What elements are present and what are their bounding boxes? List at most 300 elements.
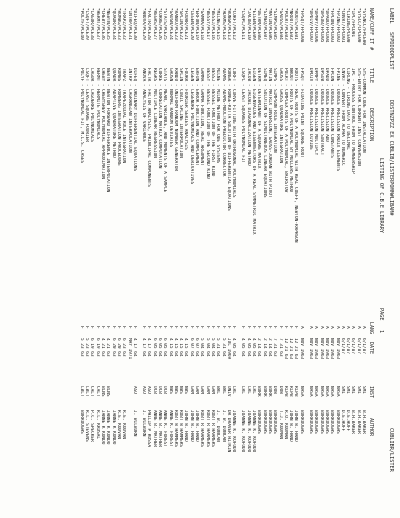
entry-author: ROBT W HAMMERS — [172, 410, 178, 448]
entry-name: *CNVRT/FPCD01 — [339, 8, 345, 43]
entry-title: DPADD - DOUBLE PRECISION ADD — [323, 68, 329, 143]
table-row — [318, 8, 323, 508]
entry-lang: F — [183, 326, 189, 329]
file-reference: DDSTNZPZZ EX CUBLIB/LISTERPOMM#LIBAM# — [388, 100, 394, 216]
table-row — [245, 8, 250, 508]
entry-name: *REGRS/PCE27 — [151, 8, 157, 40]
entry-date: 4 05 64 — [240, 338, 246, 357]
page-number: 1 — [378, 330, 384, 334]
report-header — [380, 8, 394, 508]
entry-inst: LBLT — [78, 386, 84, 397]
entry-date: 4 05 64 — [245, 338, 251, 357]
entry-date: MAY 1971 — [126, 338, 132, 360]
entry-author: D.E.HUFF — [345, 410, 351, 432]
entry-title: DETRM - DETERMINANT OF A SQUARE MATRIX — [256, 68, 262, 169]
entry-date: 12 21 63 — [288, 338, 294, 360]
entry-title: ADAMS - ADAMS-MOULTON PREDICTOR CORRECTOR — [220, 68, 226, 177]
entry-lang: F — [89, 326, 95, 329]
table-row — [298, 8, 303, 508]
entry-name: *BESSJ/PCE16 — [209, 8, 215, 40]
table-row — [345, 8, 350, 508]
entry-lang: A — [361, 326, 366, 329]
table-row — [361, 8, 366, 508]
entry-name: *RUNGK/PCE13 — [225, 8, 231, 40]
entry-author: BURROUGHS — [323, 410, 329, 434]
entry-author: JOANNE K. KOFUDO — [251, 410, 257, 453]
entry-author: J. W. DUNCAN — [215, 410, 221, 442]
entry-author: BURROUGHS — [256, 410, 262, 434]
table-row — [189, 8, 194, 508]
entry-title: NROOT - ROOTS OF A POLYNOMIAL BY MULLERS METHOD — [288, 68, 294, 193]
entry-date: 6 07 64 — [194, 338, 200, 357]
entry-name: *LEGEN/PCE20 — [188, 8, 194, 40]
entry-title: FPCON - DOUBLE PRECISION CONSTANTS — [329, 68, 335, 158]
entry-date: 2 14 64 — [261, 338, 267, 357]
entry-lang: F — [167, 326, 173, 329]
entry-name: *MILNE/PCE15 — [215, 8, 221, 40]
entry-name: *SYSCC/CPCE00 — [355, 8, 361, 43]
entry-date: NOV 1963 — [329, 338, 335, 360]
entry-title: SPLIN - CUBIC SPLINE INTERPOLATION — [178, 68, 184, 158]
entry-author: J. WILBURN — [131, 410, 137, 437]
table-row — [251, 8, 256, 508]
entry-lang: F — [115, 326, 121, 329]
table-row — [226, 8, 231, 508]
entry-lang: F — [94, 326, 100, 329]
entry-lang: F — [293, 326, 299, 329]
entry-title: GAMMA - GAMMA FUNCTION, REAL ARGUMENT — [199, 68, 205, 166]
entry-inst: NASA — [318, 386, 324, 397]
entry-name: *ROOTS/PCE01 — [293, 8, 299, 40]
entry-inst: DOW — [272, 386, 278, 394]
entry-author: BURROUGHS — [308, 410, 314, 434]
entry-date: 6 20 63 — [115, 338, 121, 357]
entry-title: JACOB - JACOBI DIAGONALIZATION METHOD — [245, 68, 251, 166]
table-row — [183, 8, 188, 508]
entry-inst: ASU — [131, 386, 137, 394]
entry-inst: NASA — [313, 386, 319, 397]
entry-inst: NBS — [172, 386, 178, 394]
entry-inst: GAM — [199, 386, 205, 394]
entry-author: R.L. STEVENS — [84, 410, 90, 442]
table-row — [261, 8, 266, 508]
table-row — [350, 8, 355, 508]
col-inst: INST — [368, 386, 374, 399]
entry-date: 6 05 64 — [151, 338, 157, 357]
entry-author: JOANNE K. KOFUDO — [240, 410, 246, 453]
entry-inst: UNIV — [225, 386, 231, 397]
entry-date: 2 14 64 — [266, 338, 272, 357]
entry-title: CORRE - CORRELATION MATRIX COMPUTATION — [157, 68, 163, 169]
table-row — [204, 8, 209, 508]
entry-date: 7 31 63 — [272, 338, 278, 357]
entry-title: BESSJ - BESSEL FUNCTION OF THE FIRST KIND — [209, 68, 215, 177]
entry-title: GAUSN - NORMAL RANDOM DEVIATES — [167, 68, 173, 148]
entry-author: ANNE K. FOREST — [167, 410, 173, 448]
entry-name: *IPC/FPCD01 — [350, 8, 356, 38]
entry-author: JOHN W. HAND — [288, 410, 294, 442]
entry-name: *ANOVA/PCE29 — [141, 8, 147, 40]
entry-name: *CIRLNG/PCE00 — [345, 8, 351, 43]
entry-title: ROOTS - REAL ROOTS OF A POLYNOMIAL WITH REAL COEFF, NEWTON-RAPHSON — [293, 68, 299, 243]
entry-title: EIGEN - EIGENVALUES AND EIGENVECTORS OF A REAL SYMMETRIC MATRIX — [251, 68, 257, 235]
entry-lang: F — [121, 326, 127, 329]
entry-lang: F — [204, 326, 210, 329]
table-row — [121, 8, 126, 508]
entry-lang: A — [350, 326, 356, 329]
entry-author: JOANNE K. KOFUDO — [231, 410, 237, 453]
entry-date: 4 17 64 — [141, 338, 147, 357]
entry-date: 6/1/87 — [345, 338, 351, 354]
entry-lang: F — [209, 326, 215, 329]
entry-inst: UCB — [162, 386, 168, 394]
entry-author: JANNE K KONDO — [100, 410, 106, 445]
entry-inst: LRL — [231, 386, 237, 394]
entry-inst: BURR — [266, 386, 272, 397]
table-row — [334, 8, 339, 508]
entry-date: 6 05 64 — [157, 338, 163, 357]
entry-date: 6 05 64 — [162, 338, 168, 357]
entry-name: *QUADR/PCE34 — [110, 8, 116, 40]
entry-date: NOV 1963 — [308, 338, 314, 360]
page-label: PAGE — [378, 308, 384, 321]
table-row — [210, 8, 215, 508]
table-row — [151, 8, 156, 508]
entry-lang: F — [194, 326, 200, 329]
entry-lang: F — [266, 326, 272, 329]
entry-name: *POLRT/PCE03 — [282, 8, 288, 40]
entry-author: R.E. KODVAN — [121, 410, 127, 440]
entry-lang: F — [215, 326, 221, 329]
entry-title: INTRP - LAGRANGIAN INTERPOLATION — [126, 68, 132, 153]
entry-lang: F — [261, 326, 267, 329]
entry-lang: F — [126, 326, 132, 329]
col-date: DATE — [368, 342, 374, 355]
entry-lang: F — [105, 326, 111, 329]
entry-author: ANNE K. FOREST — [162, 410, 168, 448]
entry-date: 12 21 63 — [282, 338, 288, 360]
entry-date: 6/1/87 — [339, 338, 345, 354]
entry-title: ROMBG - ROMBERG INTEGRATION PROCEDURE — [115, 68, 121, 166]
entry-inst: SMI — [350, 386, 356, 394]
entry-date: 6 19 63 — [94, 338, 100, 357]
entry-lang: F — [225, 326, 231, 329]
table-row — [324, 8, 329, 508]
table-row — [308, 8, 313, 508]
entry-inst: CALT — [94, 386, 100, 397]
table-row — [340, 8, 345, 508]
entry-author: P.C. SPECKER — [89, 410, 95, 442]
entry-inst: GAM — [188, 386, 194, 394]
table-row — [167, 8, 172, 508]
table-row — [173, 8, 178, 508]
entry-inst: CALT — [89, 386, 95, 397]
entry-name: *FPSQT/FPCD08 — [298, 8, 304, 43]
entry-inst: UCB — [151, 386, 157, 394]
entry-author: JOHN W. HAND — [293, 410, 299, 442]
entry-name: *LAGUR/PCE38 — [89, 8, 95, 40]
entry-title: SYS-COMMON CODE FOR INSTALLATION — [361, 68, 366, 153]
entry-name: *SIMPS/PCE05 — [272, 8, 278, 40]
entry-name: *DPDIV/FPCD07 — [308, 8, 314, 43]
entry-title: FPSQT - FLOATING POINT SQUARE ROOT — [298, 68, 304, 158]
entry-title: HERMT - HERMITE POLYNOMIALS — [94, 68, 100, 140]
entry-title: NEWTN - NEWTON FORWARD DIFFERENCE INTERPOLATION — [105, 68, 111, 193]
entry-date: NOV 1963 — [323, 338, 329, 360]
entry-author: T.J. KODMAN — [277, 410, 283, 440]
entry-author: BURROUGHS — [261, 410, 267, 434]
entry-name: *SPLIN/PCE22 — [178, 8, 184, 40]
entry-author: JOHN W. HAND — [194, 410, 200, 442]
entry-lang: A — [298, 326, 304, 329]
entry-name: *DETRM/PCE08 — [256, 8, 262, 40]
table-row — [288, 8, 293, 508]
entry-date: 4 15 64 — [178, 338, 184, 357]
entry-name: *CURFT/PCE12 — [231, 8, 237, 40]
entry-title: CIRLNG - CIRLNG DATA TO DECIMAL — [345, 68, 351, 150]
entry-date: 6/1/87 — [361, 338, 366, 354]
entry-title: POLYF - POLYNOMIAL FIT, M.L.S. CASES — [78, 68, 84, 164]
entry-name: *DIFEQ/PCE30 — [131, 8, 137, 40]
listing-title: LISTING OF C.B.E LIBRARY — [378, 158, 384, 233]
table-row — [283, 8, 288, 508]
entry-inst: NASA — [308, 386, 314, 397]
entry-name: *DPADD/FPCD04 — [323, 8, 329, 43]
entry-author: B.H.BAKER — [355, 410, 361, 434]
entry-lang: A — [345, 326, 351, 329]
entry-inst: RLPB — [282, 386, 288, 397]
entry-title: BESSY - BESSEL FUNCTION OF THE SECOND KIND — [204, 68, 210, 180]
entry-title: REGRS - MULTIPLE LINEAR REGRESSION — [151, 68, 157, 158]
entry-date: 12 21 63 — [293, 338, 299, 360]
entry-author: R.E. KODVAN — [115, 410, 121, 440]
table-row — [105, 8, 110, 508]
entry-inst: LRL — [245, 386, 251, 394]
entry-name: *DPMPY/FPCD06 — [313, 8, 319, 43]
entry-date: 4 21 63 — [100, 338, 106, 357]
entry-title: LEGEN - LEGENDRE POLYNOMIALS AND DERIVATIVES — [188, 68, 194, 185]
entry-title: CNVRT - CONVERT FROM ALPHA TO NUMERIC — [339, 68, 345, 166]
entry-inst: RLPB — [293, 386, 299, 397]
entry-name: *BESSY/PCE17 — [204, 8, 210, 40]
entry-name: *FPCON/FPCD03 — [329, 8, 335, 43]
entry-title: TRAPZ - TRAPEZOIDAL RULE INTEGRATION — [121, 68, 127, 164]
entry-author: BURROUGHS — [272, 410, 278, 434]
table-row — [146, 8, 151, 508]
entry-title: DPSUB - DOUBLE PRECISION SUBTRACT — [318, 68, 324, 156]
entry-lang: F — [157, 326, 163, 329]
entry-date: 4 05 64 — [251, 338, 257, 357]
entry-title: DPMPY - DOUBLE PRECISION MULTIPLY — [313, 68, 319, 156]
entry-author: ROBT R HAAMERS — [199, 410, 205, 448]
entry-title: MATIN - MATRIX INVERSION, GAUSS-JORDAN WITH PIVOT — [266, 68, 272, 198]
table-row — [162, 8, 167, 508]
entry-date: 5 23 63 — [78, 338, 84, 357]
entry-lang: A — [355, 326, 361, 329]
entry-lang: A — [313, 326, 319, 329]
entry-title: ERFUN - ERROR FUNCTION AND COMPLEMENT — [194, 68, 200, 166]
entry-author: R.O. KODMAN — [282, 410, 288, 440]
entry-lang: F — [162, 326, 168, 329]
col-title: TITLE — [368, 68, 374, 84]
entry-inst: GAM — [204, 386, 210, 394]
entry-title: MILNE - MILNE METHOD FOR ODE SYSTEMS — [215, 68, 221, 164]
entry-inst: SMI — [339, 386, 345, 394]
entry-name: *GAMMA/PCE18 — [199, 8, 205, 40]
entry-title: LAGUR - LAGUERRE POLYNOMIALS — [89, 68, 95, 143]
entry-name: *GAUSN/PCE24 — [167, 8, 173, 40]
table-row — [272, 8, 277, 508]
table-row — [199, 8, 204, 508]
entry-name: *JACOB/PCE10 — [245, 8, 251, 40]
entry-inst: LBLT — [84, 386, 90, 397]
entry-lang: F — [256, 326, 262, 329]
entry-lang: F — [199, 326, 205, 329]
table-row — [157, 8, 162, 508]
table-row — [110, 8, 115, 508]
entry-inst: BRL — [220, 386, 226, 394]
entry-inst: NASA — [323, 386, 329, 397]
entry-inst: UCB — [157, 386, 163, 394]
entry-lang: F — [188, 326, 194, 329]
col-author: AUTHOR — [368, 418, 374, 437]
table-row — [355, 8, 360, 508]
table-row — [215, 8, 220, 508]
table-row — [116, 8, 121, 508]
col-name: NAME/CUFF IT # — [368, 8, 374, 51]
entry-title: STATS - MEAN, VARIANCE, AND MOMENTS OF A SAMPLE — [162, 68, 168, 193]
entry-author: B.H.BAKER — [350, 410, 356, 434]
entry-title: POLRT - COMPLEX ROOTS OF A POLYNOMIAL, BAIRSTOW — [282, 68, 288, 193]
entry-title: SIMEQ - SOLUTION OF SIMULTANEOUS LINEAR EQUATIONS — [261, 68, 267, 198]
entry-date: 6 19 63 — [89, 338, 95, 357]
col-lang: LANG — [368, 322, 374, 335]
entry-title: RANDU - UNIFORM RANDOM NUMBER GENERATOR — [172, 68, 178, 172]
table-row — [240, 8, 245, 508]
entry-name: *HERMT/PCE37 — [94, 8, 100, 40]
entry-date: 6/1/87 — [350, 338, 356, 354]
entry-inst: LRL — [240, 386, 246, 394]
entry-lang: A — [308, 326, 314, 329]
entry-date: 5 04 64 — [199, 338, 205, 357]
entry-inst: NBS — [167, 386, 173, 394]
table-row — [194, 8, 199, 508]
entry-lang: F — [272, 326, 278, 329]
entry-inst: BLNS — [105, 386, 111, 397]
entry-author: ANNE B. MATHER — [157, 410, 163, 448]
entry-title: DIFEQ - ORDINARY DIFFERENTIAL EQUATIONS — [131, 68, 137, 172]
entry-lang: F — [146, 326, 152, 329]
table-row — [220, 8, 225, 508]
entry-name: *MATIN/PCE06 — [266, 8, 272, 40]
entry-name: *ERFUN/PCE19 — [194, 8, 200, 40]
entry-author: JOHN W. HAND — [188, 410, 194, 442]
entry-title: CURFT - CURVE FITTING WITH ORTHOGONAL POLYNOMIALS — [231, 68, 237, 198]
entry-date: 5 31 64 — [220, 338, 226, 357]
entry-date: 5 23 63 — [84, 338, 90, 357]
entry-lang: F — [231, 326, 237, 329]
entry-name: *TRAPZ/PCE32 — [121, 8, 127, 40]
entry-name: *RANDU/PCE23 — [172, 8, 178, 40]
entry-lang: F — [277, 326, 283, 329]
entry-date: 5 04 64 — [209, 338, 215, 357]
entry-title: LSQPL - LEAST SQUARES POLYNOMIAL FIT — [240, 68, 246, 164]
entry-title: QUADR - ADAPTIVE QUADRATURE METHOD — [110, 68, 116, 158]
entry-name: *SYSNCC/FPCE00 — [361, 8, 366, 46]
entry-date: 6 23 63 — [121, 338, 127, 357]
entry-inst: NBS — [178, 386, 184, 394]
entry-inst: BURR — [256, 386, 262, 397]
entry-lang: F — [78, 326, 84, 329]
entry-date: 2 14 64 — [256, 338, 262, 357]
entry-name: *CHEBY/PCE36 — [100, 8, 106, 40]
entry-author: ROBT W HAMMERS — [178, 410, 184, 448]
entry-inst: GAM — [194, 386, 200, 394]
entry-inst: NASA — [334, 386, 340, 397]
entry-title: SYS-ENTRY FOR CURRENT INST CONVERSION — [355, 68, 361, 166]
entry-lang: F — [151, 326, 157, 329]
entry-date: NOV 1963 — [313, 338, 319, 360]
entry-lang: F — [84, 326, 90, 329]
entry-title: GAUSS - GAUSS QUADRATURE INTEGRATION — [277, 68, 283, 164]
entry-lang: F — [240, 326, 246, 329]
entry-author: DR DRAVER HITKIN — [225, 410, 231, 453]
entry-lang: A — [339, 326, 345, 329]
entry-inst: LRL — [251, 386, 257, 394]
entry-name: *GAUSS/PCE04 — [277, 8, 283, 40]
table-row — [178, 8, 183, 508]
entry-inst: RLPB — [288, 386, 294, 397]
table-row — [132, 8, 137, 508]
entry-author: BURROUGHS — [329, 410, 335, 434]
entry-inst: NASA — [298, 386, 304, 397]
entry-date: 6 07 64 — [188, 338, 194, 357]
entry-date: 4 05 64 — [231, 338, 237, 357]
entry-author: R.L. KRUSAL — [94, 410, 100, 440]
entry-author: ROBT R HAAMERS — [204, 410, 210, 448]
entry-name: *STATS/PCE25 — [162, 8, 168, 40]
table-row — [293, 8, 298, 508]
entry-inst: BRL — [215, 386, 221, 394]
entry-date: 4 15 64 — [183, 338, 189, 357]
entry-date: 4 17 64 — [146, 338, 152, 357]
entry-lang: A — [318, 326, 324, 329]
entry-date: 6 20 63 — [110, 338, 116, 357]
entry-name: *NROOT/PCE02 — [288, 8, 294, 40]
entry-name: *INTRP/PCE31 — [126, 8, 132, 40]
entry-date: NOV 1963 — [298, 338, 304, 360]
table-row — [256, 8, 261, 508]
entry-lang: F — [100, 326, 106, 329]
entry-lang: F — [220, 326, 226, 329]
entry-name: *FPINE/FPCD02 — [334, 8, 340, 43]
entry-lang: F — [251, 326, 257, 329]
entry-inst: NASA — [329, 386, 335, 397]
entry-author: BURROUGHS — [313, 410, 319, 434]
entry-title: LSQFT - LEAST SQUARE FOURIER — [84, 68, 90, 143]
table-row — [94, 8, 99, 508]
table-row — [126, 8, 131, 508]
entry-lang: F — [282, 326, 288, 329]
label-field: LABEL — [388, 8, 394, 24]
entry-author: BURROUGHS — [266, 410, 272, 434]
entry-lang: A — [323, 326, 329, 329]
table-row — [84, 8, 89, 508]
entry-title: ANOVA - ANALYSIS OF VARIANCE — [141, 68, 147, 143]
table-row — [231, 8, 236, 508]
entry-author: BURROUGHS — [298, 410, 304, 434]
entry-title: SIMPS - SIMPSON RULE INTEGRATION — [272, 68, 278, 153]
